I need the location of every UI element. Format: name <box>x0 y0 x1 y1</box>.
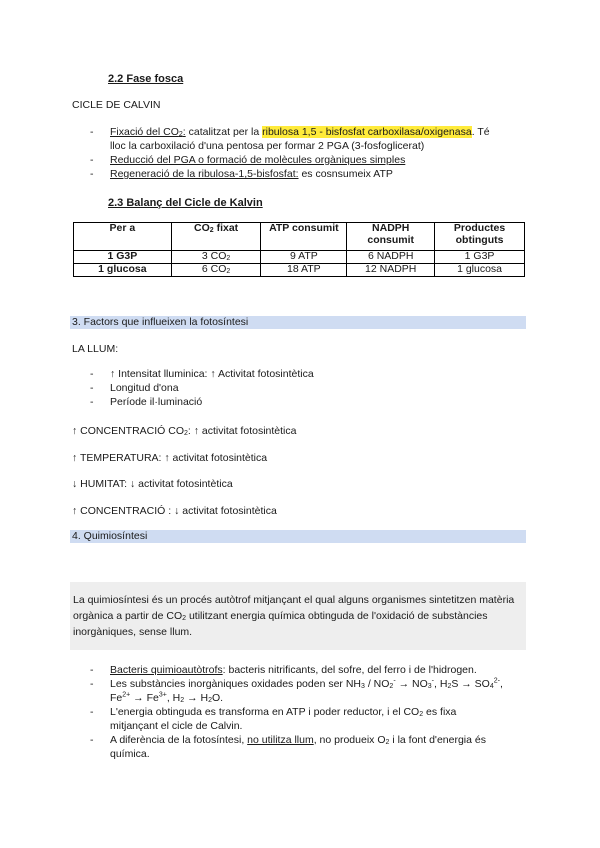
section-4-bar: 4. Quimiosíntesi <box>70 530 526 543</box>
factor-concentracio: ↑ CONCENTRACIÓ : ↓ activitat fotosintètica <box>72 505 277 517</box>
definition-text: La quimiosíntesi és un procés autòtrof mitjançant el qual alguns organismes sintetitzen matèria orgànica a partir de $CO_2$ utilitzant energia química obtinguda de l'oxidació de substàncies inorgàniques, sense llum. <box>73 594 515 638</box>
list-item: - ↑ Intensitat lluminica: ↑ Activitat fotosintètica <box>90 368 314 380</box>
factor-co2: ↑ CONCENTRACIÓ $CO_2$: ↑ activitat fotosintètica <box>72 425 297 437</box>
table-row: 1 G3P 3 $CO_2$ 9 ATP 6 NADPH 1 G3P <box>74 251 525 264</box>
list-item: - Fixació del $CO_2$: catalitzat per la ribulosa 1,5 - bisfosfat carboxilasa/oxigenasa. Té lloc la carboxilació d'una pentosa per formar 2 PGA (3-fosfoglicerat) <box>90 126 490 152</box>
list-item: - Reducció del PGA o formació de molècules orgàniques simples <box>90 154 406 166</box>
list-item: - Longitud d'ona <box>90 382 179 394</box>
balance-table <box>73 222 525 277</box>
calvin-subtitle: CICLE DE CALVIN <box>72 99 161 111</box>
list-item: - A diferència de la fotosíntesi, no utilitza llum, no produeix $O_2$ i la font d'energia és química. <box>90 734 486 760</box>
factor-humitat: ↓ HUMITAT: ↓ activitat fotosintètica <box>72 478 233 490</box>
list-item: - Bacteris quimioautòtrofs: bacteris nitrificants, del sofre, del ferro i de l'hidrogen. <box>90 664 477 676</box>
section-2-3-title: 2.3 Balanç del Cicle de Kalvin <box>108 197 263 209</box>
definition-box <box>70 582 526 650</box>
list-item: - Període il·luminació <box>90 396 203 408</box>
factor-temperatura: ↑ TEMPERATURA: ↑ activitat fotosintètica <box>72 452 268 464</box>
table-row: 1 glucosa 6 $CO_2$ 18 ATP 12 NADPH 1 glucosa <box>74 264 525 277</box>
list-item: - Regeneració de la ribulosa-1,5-bisfosfat: es cosnsumeix ATP <box>90 168 393 180</box>
table-header-row: Per a $CO_2$ fixat ATP consumit NADPH consumit Productes obtinguts <box>74 223 525 251</box>
quimiosintesi-list <box>90 663 530 761</box>
list-item: - Les substàncies inorgàniques oxidades poden ser $NH_3 / NO_2^- \to NO_3^-$, $H_2S \to SO_4^{2-}$, $Fe^{2+} \to Fe^{3+}$, $H_2 \to H_2O$. <box>90 677 503 704</box>
section-3-bar: 3. Factors que influeixen la fotosíntesi <box>70 316 526 329</box>
list-item: - L'energia obtinguda es transforma en ATP i poder reductor, i el $CO_2$ es fixa mitjançant el cicle de Calvin. <box>90 706 457 732</box>
calvin-list <box>90 125 530 181</box>
section-2-2-title: 2.2 Fase fosca <box>108 73 184 85</box>
llum-label: LA LLUM: <box>72 343 119 355</box>
llum-list <box>90 367 510 409</box>
highlight: ribulosa 1,5 - bisfosfat carboxilasa/oxigenasa <box>262 126 472 138</box>
